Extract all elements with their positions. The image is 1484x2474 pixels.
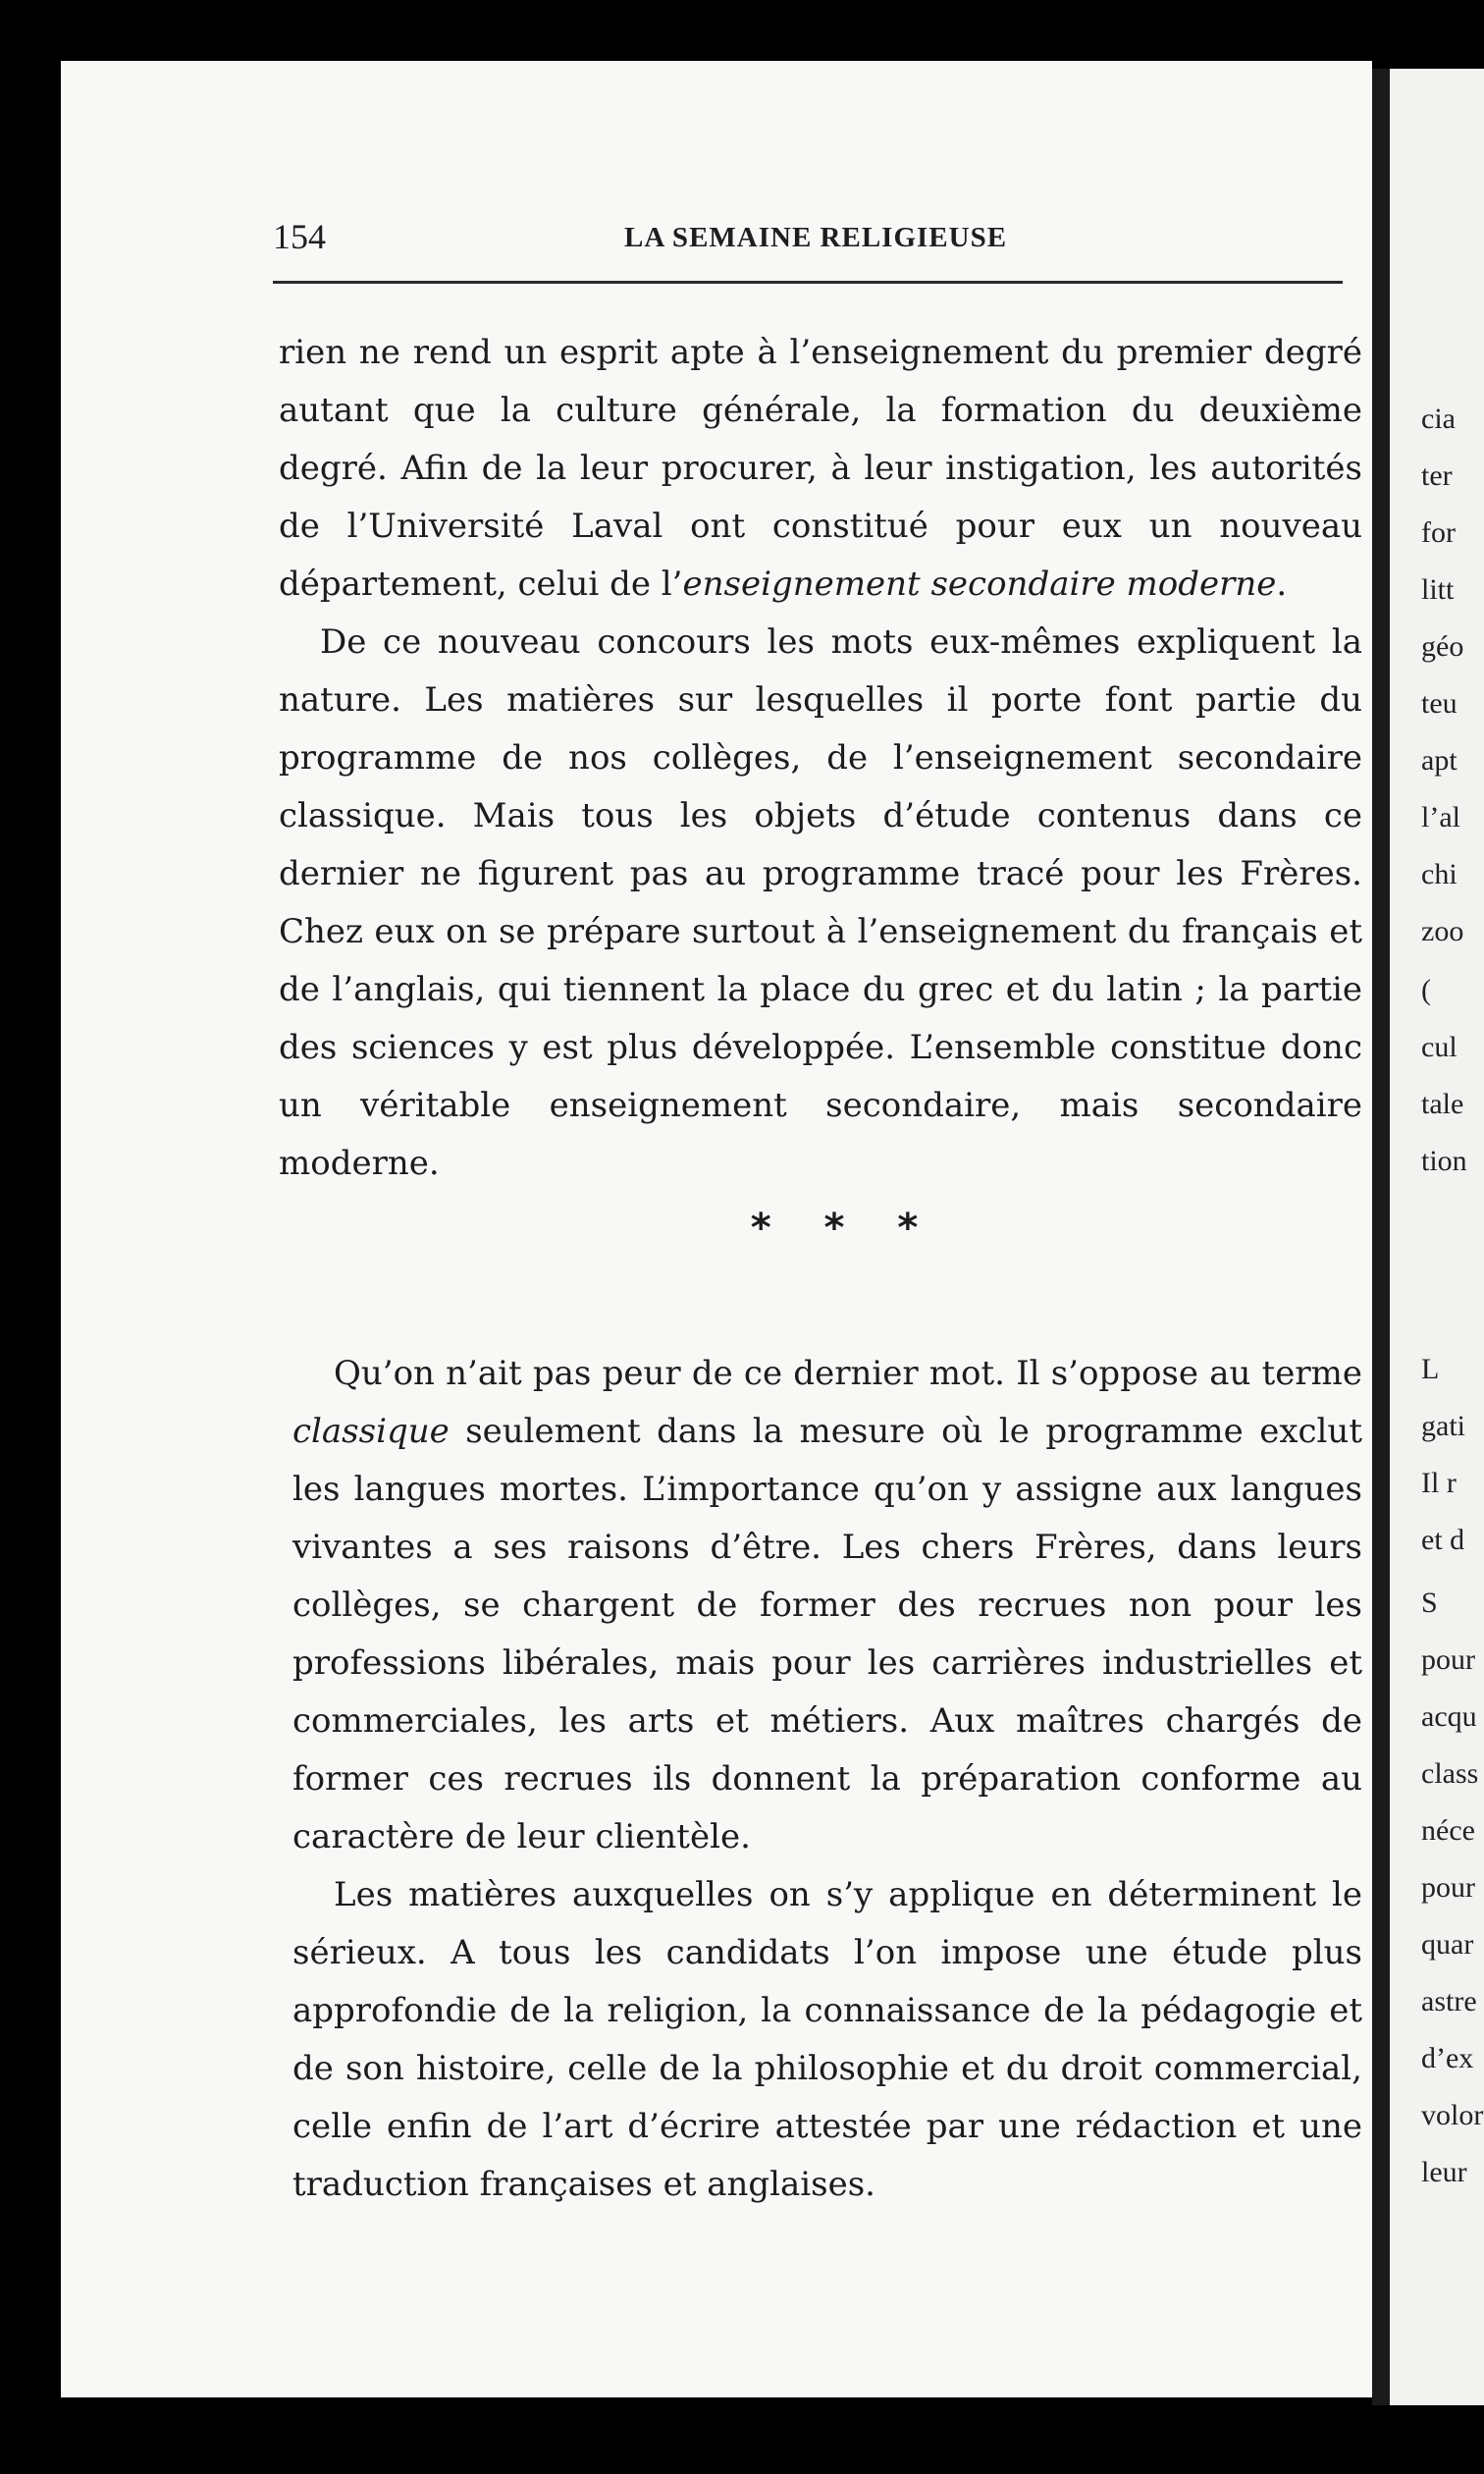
paragraph: De ce nouveau concours les mots eux-mêmes expliquent la nature. Les matières sur lesquelles il porte font partie du programme de nos collèges, de l’enseignement secondaire classique. Mais tous les objets d’étude contenus dans ce dernier ne figurent pas au programme tracé pour les Frères. Chez eux on se prépare surtout à l’enseignement du français et de l’anglais, qui tiennent la place du grec et du latin ; la partie des sciences y est plus développée. L’ensemble constitue donc un véritable enseignement secondaire, mais secondaire moderne. xyxy=(279,622,1362,1183)
facing-fragment: L xyxy=(1421,1353,1440,1385)
facing-page-fragment xyxy=(1390,69,1484,2405)
facing-fragment: class xyxy=(1421,1757,1479,1790)
facing-fragment: S xyxy=(1421,1587,1438,1619)
facing-fragment: néce xyxy=(1421,1814,1475,1847)
facing-fragment: teu xyxy=(1421,687,1458,720)
paragraph-text: Qu’on n’ait pas peur de ce dernier mot. Il s’oppose au terme xyxy=(334,1354,1362,1393)
facing-fragment: l’al xyxy=(1421,801,1460,834)
facing-fragment: pour xyxy=(1421,1643,1475,1676)
facing-fragment: tale xyxy=(1421,1088,1464,1120)
page-header xyxy=(212,202,1351,261)
paragraph xyxy=(279,324,1362,614)
facing-fragment: chi xyxy=(1421,858,1458,890)
running-title: LA SEMAINE RELIGIEUSE xyxy=(624,222,1008,253)
facing-fragment: pour xyxy=(1421,1871,1475,1904)
facing-fragment: leur xyxy=(1421,2156,1467,2188)
page-number: 154 xyxy=(273,217,326,256)
paragraph-text: . xyxy=(1276,565,1288,604)
paragraph-text: rien ne rend un esprit apte à l’enseignement du premier degré autant que la culture générale, la formation du deuxième degré. Afin de la leur procurer, à leur instigation, les autorités de l’Université Laval ont constitué pour eux un nouveau département, celui de l’ xyxy=(279,333,1362,604)
facing-fragment: gati xyxy=(1421,1410,1465,1442)
facing-fragment: litt xyxy=(1421,573,1455,606)
facing-fragment: cia xyxy=(1421,403,1456,435)
facing-fragment: cul xyxy=(1421,1031,1458,1063)
text-block-bottom xyxy=(292,1345,1362,2214)
facing-fragment: astre xyxy=(1421,1985,1477,2017)
facing-fragment: Il r xyxy=(1421,1467,1457,1499)
paragraph: Les matières auxquelles on s’y applique en déterminent le sérieux. A tous les candidats l’on impose une étude plus approfondie de la religion, la connaissance de la pédagogie et de son histoire, celle de la philosophie et du droit commercial, celle enfin de l’art d’écrire attestée par une rédaction et une traduction françaises et anglaises. xyxy=(292,1875,1362,2204)
facing-fragment: ter xyxy=(1421,459,1453,492)
facing-fragment: apt xyxy=(1421,744,1458,777)
facing-fragment: géo xyxy=(1421,630,1464,663)
paragraph xyxy=(292,1345,1362,1866)
facing-fragment: zoo xyxy=(1421,915,1464,947)
facing-fragment: et d xyxy=(1421,1524,1465,1556)
header-rule xyxy=(273,281,1343,284)
facing-fragment: quar xyxy=(1421,1928,1474,1961)
paragraph-text: seulement dans la mesure où le programme exclut les langues mortes. L’importance qu’on y assigne aux langues vivantes a ses raisons d’être. Les chers Frères, dans leurs collèges, se chargent de former des recrues non pour les professions libérales, mais pour les carrières industrielles et commerciales, les arts et métiers. Aux maîtres chargés de former ces recrues ils donnent la préparation conforme au caractère de leur clientèle. xyxy=(292,1412,1362,1856)
facing-fragment: volor xyxy=(1421,2099,1484,2131)
facing-fragment: ( xyxy=(1421,974,1431,1006)
facing-fragment: tion xyxy=(1421,1145,1467,1177)
section-separator: * * * xyxy=(750,1206,938,1251)
facing-fragment: acqu xyxy=(1421,1700,1477,1733)
paragraph-italic-text: classique xyxy=(292,1412,450,1451)
text-block-top xyxy=(279,324,1362,1193)
paragraph-italic-text: enseignement secondaire moderne xyxy=(682,565,1277,604)
facing-fragment: for xyxy=(1421,516,1456,549)
facing-fragment: d’ex xyxy=(1421,2042,1474,2074)
book-spine-shadow xyxy=(1372,69,1390,2405)
